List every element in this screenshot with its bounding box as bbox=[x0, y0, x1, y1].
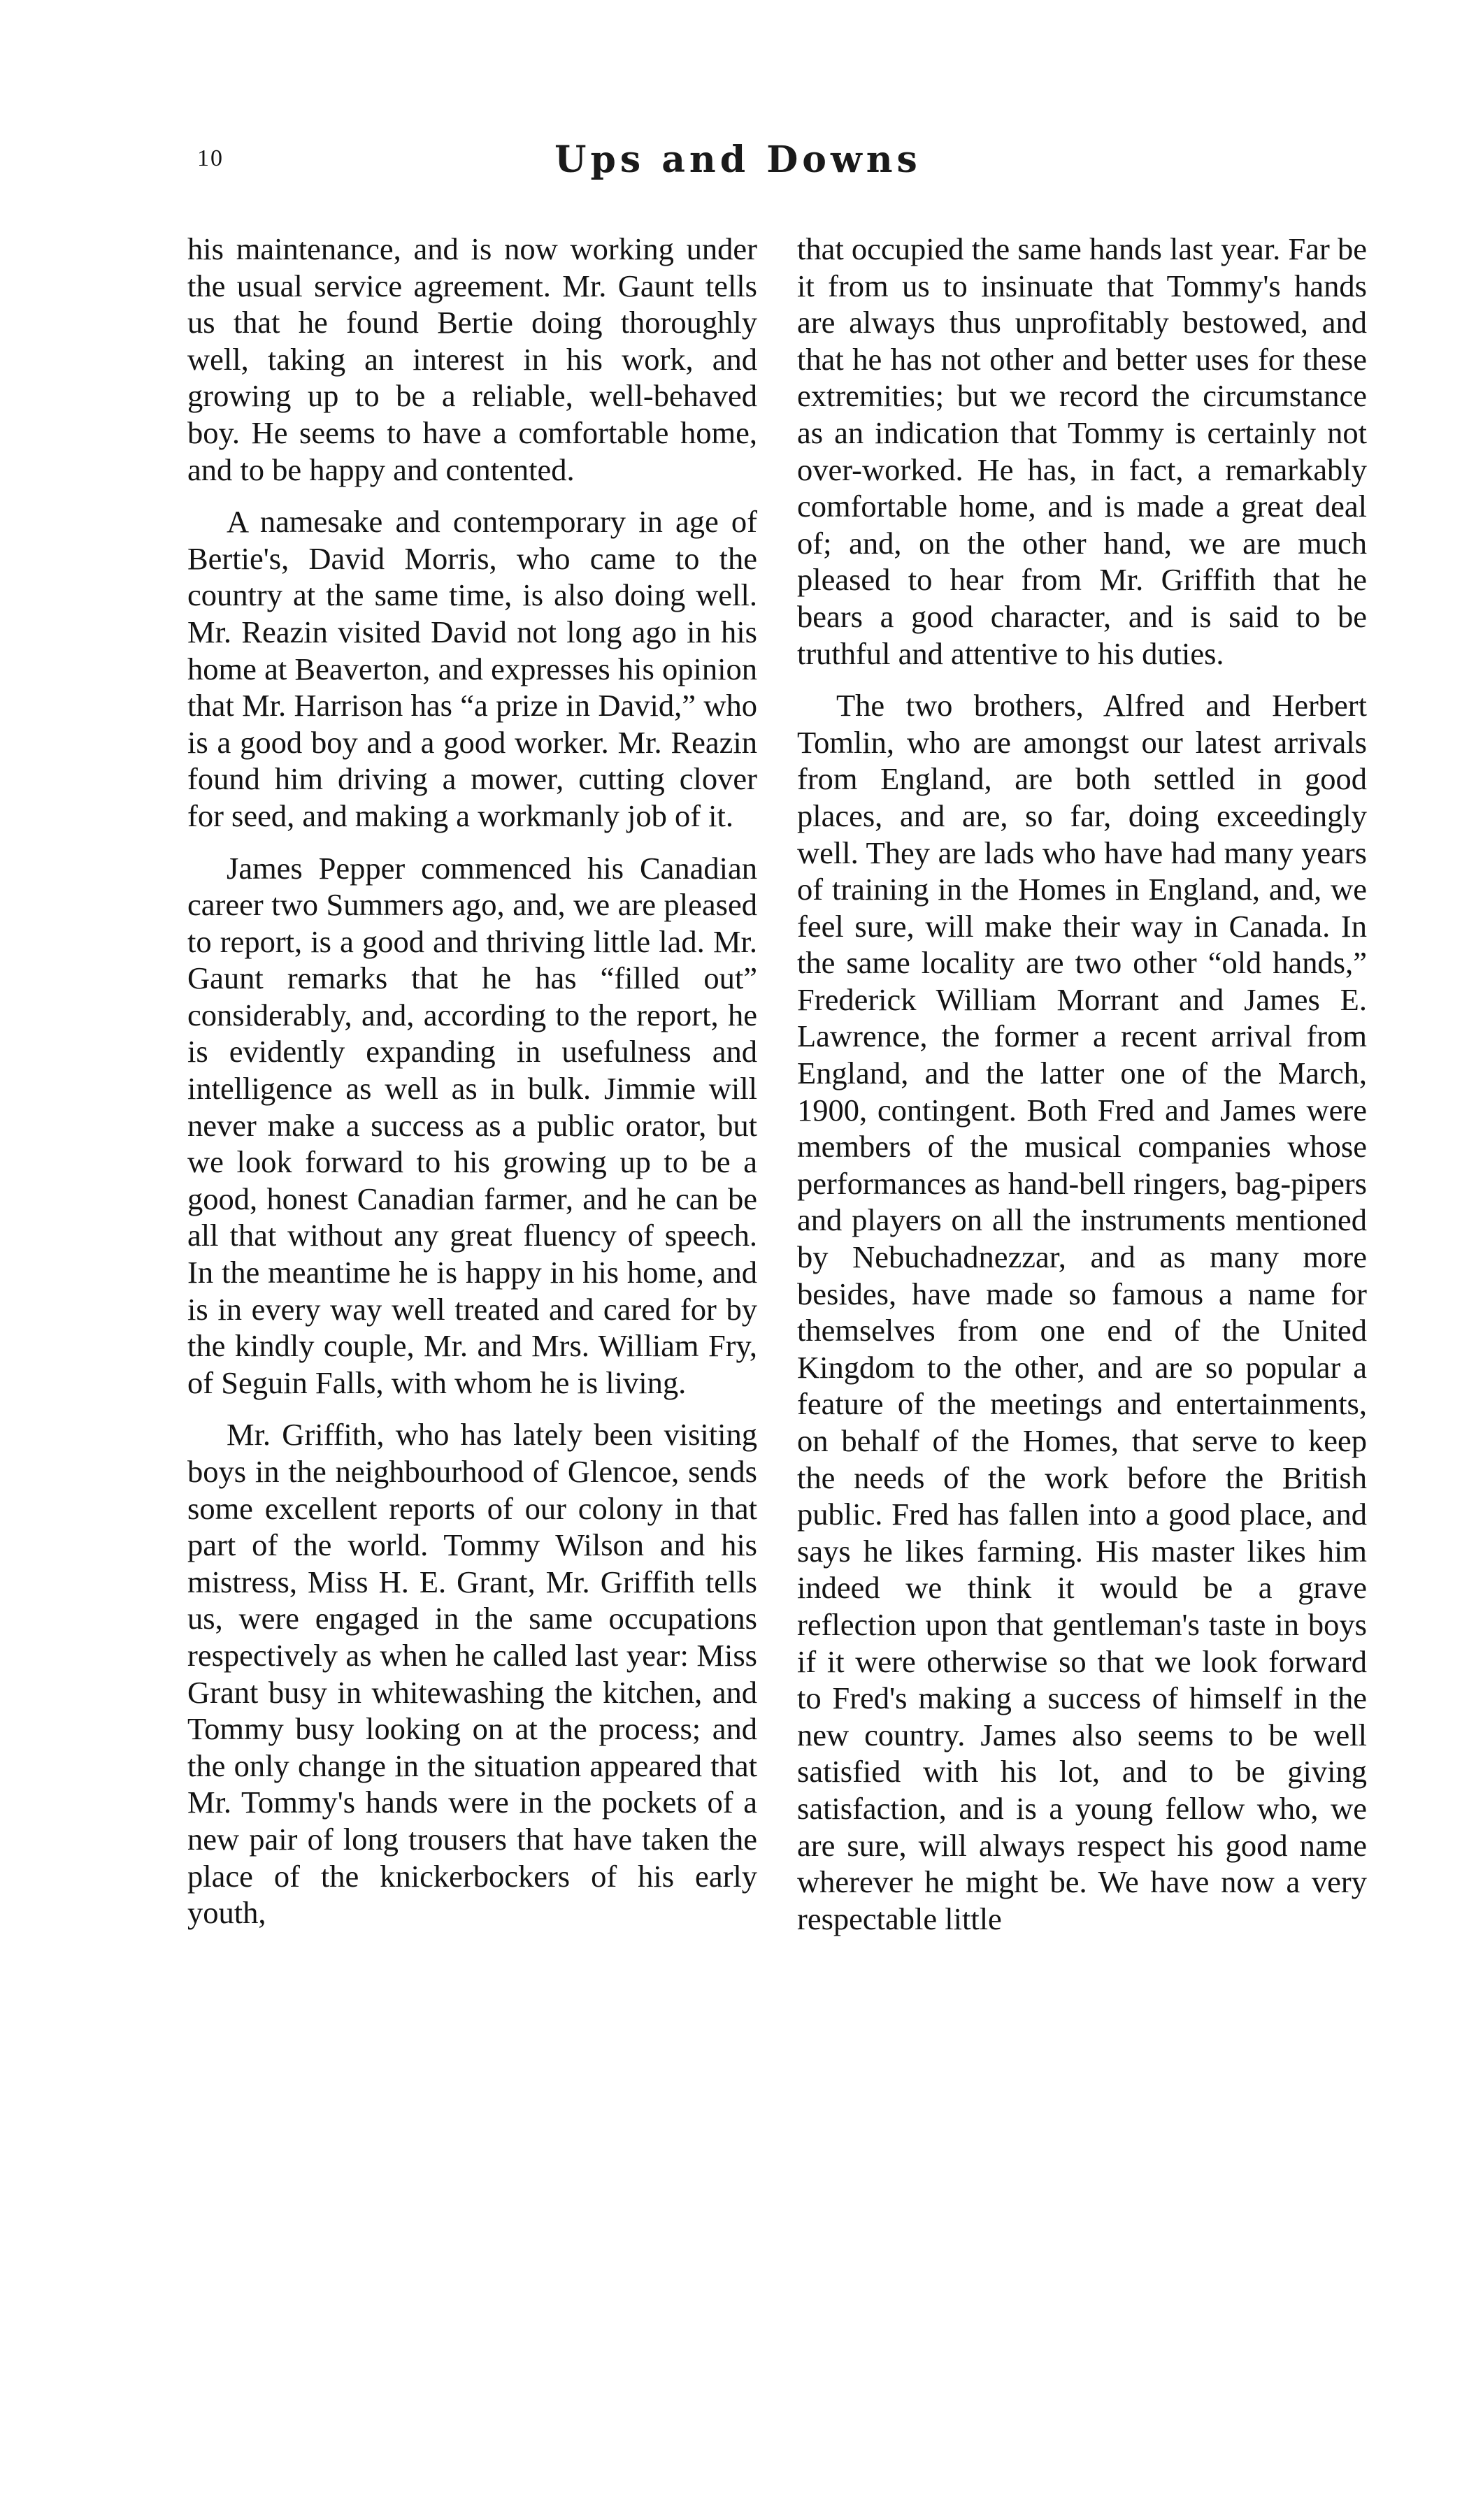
paragraph: James Pepper commenced his Canadian career two Summers ago, and, we are pleased to report, is a good and thriving little lad. Mr. Gaunt remarks that he has “filled out” considerably, and, according to the report, he is evidently expanding in usefulness and intelligence as well as in bulk. Jimmie will never make a success as a public orator, but we look forward to his growing up to be a good, honest Canadian farmer, and he can be all that without any great fluency of speech. In the meantime he is happy in his home, and is in every way well treated and cared for by the kindly couple, Mr. and Mrs. William Fry, of Seguin Falls, with whom he is living. bbox=[187, 850, 757, 1400]
page-number: 10 bbox=[197, 145, 224, 171]
text-column-right bbox=[797, 231, 1367, 2384]
text-column-left bbox=[187, 231, 757, 2384]
running-header bbox=[0, 138, 1476, 194]
paragraph: A namesake and contemporary in age of Bertie's, David Morris, who came to the country at the same time, is also doing well. Mr. Reazin visited David not long ago in his home at Beaverton, and expresses his opinion that Mr. Harrison has “a prize in David,” who is a good boy and a good worker. Mr. Reazin found him driving a mower, cutting clover for seed, and making a workmanly job of it. bbox=[187, 504, 757, 833]
paragraph: The two brothers, Alfred and Herbert Tomlin, who are amongst our latest arrivals from England, are both settled in good places, and are, so far, doing exceedingly well. They are lads who have had many years of training in the Homes in England, and, we feel sure, will make their way in Canada. In the same locality are two other “old hands,” Frederick William Morrant and James E. Lawrence, the former a recent arrival from England, and the latter one of the March, 1900, contingent. Both Fred and James were members of the musical companies whose performances as hand-bell ringers, bag-pipers and players on all the instruments mentioned by Nebuchadnezzar, and as many more besides, have made so famous a name for themselves from one end of the United Kingdom to the other, and are so popular a feature of the meetings and entertainments, on behalf of the Homes, that serve to keep the needs of the work before the British public. Fred has fallen into a good place, and says he likes farming. His master likes him indeed we think it would be a grave reflection upon that gentleman's taste in boys if it were otherwise so that we look forward to Fred's making a success of himself in the new country. James also seems to be well satisfied with his lot, and to be giving satisfaction, and is a young fellow who, we are sure, will always respect his good name wherever he might be. We have now a very respectable little bbox=[797, 688, 1367, 1936]
paragraph: that occupied the same hands last year. Far be it from us to insinuate that Tommy's hands are always thus unprofitably bestowed, and that he has not other and better uses for these extremities; but we record the circumstance as an indication that Tommy is certainly not over-worked. He has, in fact, a remarkably comfortable home, and is made a great deal of; and, on the other hand, we are much pleased to hear from Mr. Griffith that he bears a good character, and is said to be truthful and attentive to his duties. bbox=[797, 231, 1367, 671]
paragraph: Mr. Griffith, who has lately been visiting boys in the neighbourhood of Glencoe, sends some excellent reports of our colony in that part of the world. Tommy Wilson and his mistress, Miss H. E. Grant, Mr. Griffith tells us, were engaged in the same occupations respectively as when he called last year: Miss Grant busy in whitewashing the kitchen, and Tommy busy looking on at the process; and the only change in the situation appeared that Mr. Tommy's hands were in the pockets of a new pair of long trousers that have taken the place of the knickerbockers of his early youth, bbox=[187, 1417, 757, 1931]
journal-title: Ups and Downs bbox=[554, 138, 922, 181]
paragraph: his maintenance, and is now working under the usual service agreement. Mr. Gaunt tells us that he found Bertie doing thoroughly well, taking an interest in his work, and growing up to be a reliable, well-behaved boy. He seems to have a comfortable home, and to be happy and contented. bbox=[187, 231, 757, 487]
